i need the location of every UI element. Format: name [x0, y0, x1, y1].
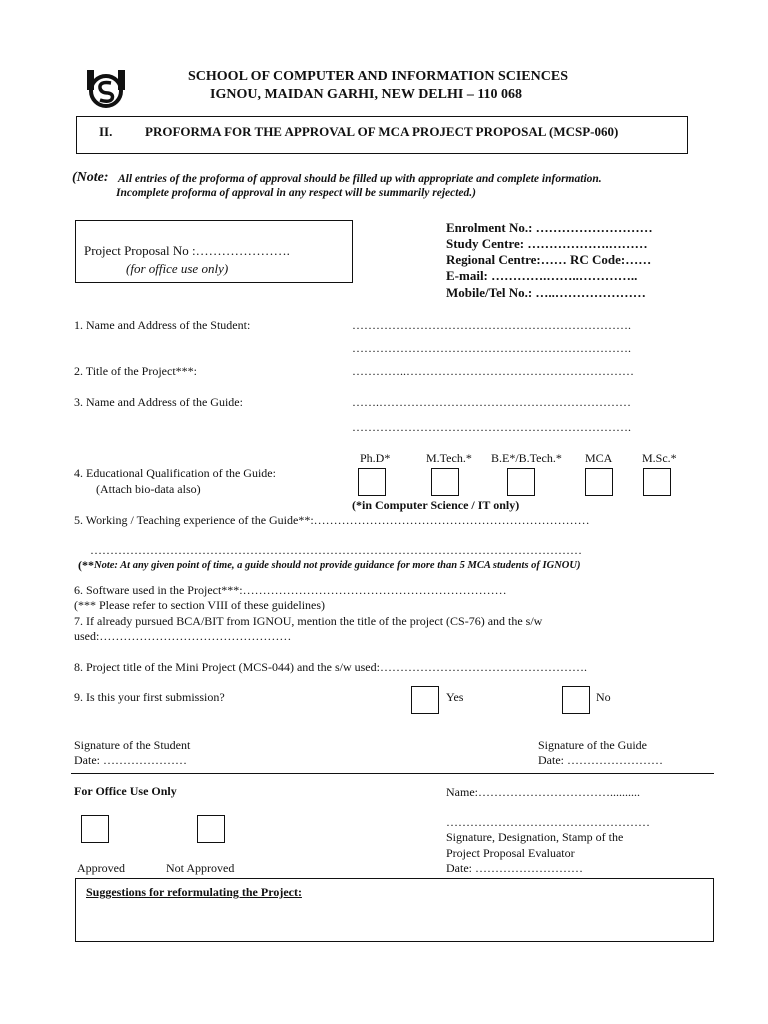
student-address-dots[interactable]: …………………………………………………………….	[352, 341, 631, 355]
first-submission-label: 9. Is this your first submission?	[74, 690, 225, 704]
suggestions-label: Suggestions for reformulating the Project:	[86, 885, 302, 899]
yes-label: Yes	[446, 690, 464, 704]
bca-project-label: 7. If already pursued BCA/BIT from IGNOU, mention the title of the project (CS-76) and the s/w	[74, 614, 543, 628]
guide-name-label: 3. Name and Address of the Guide:	[74, 395, 243, 409]
qualification-option-phd: Ph.D*	[360, 451, 391, 465]
approved-label: Approved	[77, 861, 125, 875]
experience-dots[interactable]: ……………………………………………………………………………………………………………	[90, 543, 582, 557]
regional-centre-field[interactable]: Regional Centre:…… RC Code:……	[446, 252, 652, 267]
guide-name-dots[interactable]: …….………………………………………………………	[352, 395, 631, 409]
qualification-sub: (Attach bio-data also)	[96, 482, 201, 496]
page-title: PROFORMA FOR THE APPROVAL OF MCA PROJECT PROPOSAL (MCSP-060)	[145, 124, 619, 139]
guide-signature: Signature of the Guide	[538, 738, 647, 752]
proposal-box	[75, 220, 353, 283]
evaluator-signature: Signature, Designation, Stamp of the	[446, 830, 624, 844]
student-name-dots[interactable]: …………………………………………………………….	[352, 318, 631, 332]
qualification-option-mtech: M.Tech.*	[426, 451, 472, 465]
project-title-label: 2. Title of the Project***:	[74, 364, 197, 378]
software-sub: (*** Please refer to section VIII of these guidelines)	[74, 598, 326, 612]
guide-address-dots[interactable]: …………………………………………………………….	[352, 420, 631, 434]
school-address: IGNOU, MAIDAN GARHI, NEW DELHI – 110 068	[210, 87, 523, 102]
student-date[interactable]: Date: …………………	[74, 753, 187, 767]
proposal-number: Project Proposal No :………………….	[84, 243, 290, 258]
guide-date[interactable]: Date: ……………………	[538, 753, 663, 767]
checkbox-approved[interactable]	[81, 815, 109, 843]
suggestions-box[interactable]	[75, 878, 714, 942]
qualification-option-mca: MCA	[585, 451, 613, 465]
evaluator-title: Project Proposal Evaluator	[446, 846, 575, 860]
proposal-office-use: (for office use only)	[126, 261, 229, 276]
guide-limit-note: Note: At any given point of time, a guide should not provide guidance for more than 5 MCA students of IGNOU)	[94, 560, 581, 571]
note-line-1: All entries of the proforma of approval should be filled up with appropriate and complete information.	[118, 173, 602, 185]
school-name: SCHOOL OF COMPUTER AND INFORMATION SCIENCES	[188, 69, 568, 84]
divider	[71, 773, 714, 774]
evaluator-name[interactable]: Name:……………………………..........	[446, 785, 640, 799]
ignou-logo	[86, 69, 126, 109]
enrolment-field[interactable]: Enrolment No.: ………………………	[446, 220, 653, 235]
software-label: 6. Software used in the Project***:…………………………………………………………	[74, 583, 507, 597]
email-field[interactable]: E-mail: ………….……..…………..	[446, 268, 638, 283]
office-use-title: For Office Use Only	[74, 784, 177, 798]
not-approved-label: Not Approved	[166, 861, 235, 875]
mini-project-label: 8. Project title of the Mini Project (MCS-044) and the s/w used:…………………………………………….	[74, 660, 587, 674]
student-signature: Signature of the Student	[74, 738, 191, 752]
mobile-field[interactable]: Mobile/Tel No.: …..…………………	[446, 285, 646, 300]
checkbox-not-approved[interactable]	[197, 815, 225, 843]
project-title-dots[interactable]: …………..…………………………………………………	[352, 364, 634, 378]
qualification-option-be: B.E*/B.Tech.*	[491, 451, 562, 465]
title-box	[76, 116, 688, 154]
no-label: No	[596, 690, 611, 704]
note-line-2: Incomplete proforma of approval in any respect will be summarily rejected.)	[116, 187, 476, 199]
bca-project-dots[interactable]: used:…………………………………………	[74, 629, 292, 643]
qualification-label: 4. Educational Qualification of the Guide:	[74, 466, 276, 480]
experience-label: 5. Working / Teaching experience of the Guide**:……………………………………………………………	[74, 513, 590, 527]
checkbox-msc[interactable]	[643, 468, 671, 496]
title-number: II.	[99, 124, 113, 139]
evaluator-date[interactable]: Date: ………………………	[446, 861, 583, 875]
checkbox-no[interactable]	[562, 686, 590, 714]
guide-limit-note-mark: (**	[78, 558, 94, 572]
student-name-label: 1. Name and Address of the Student:	[74, 318, 251, 332]
checkbox-mtech[interactable]	[431, 468, 459, 496]
checkbox-phd[interactable]	[358, 468, 386, 496]
note-label: (Note:	[72, 170, 109, 185]
checkbox-mca[interactable]	[585, 468, 613, 496]
qualification-option-msc: M.Sc.*	[642, 451, 677, 465]
qualification-note: (*in Computer Science / IT only)	[352, 498, 520, 512]
study-centre-field[interactable]: Study Centre: ……………….………	[446, 236, 648, 251]
evaluator-dots[interactable]: ……………………………………………	[446, 815, 650, 829]
checkbox-yes[interactable]	[411, 686, 439, 714]
checkbox-be[interactable]	[507, 468, 535, 496]
